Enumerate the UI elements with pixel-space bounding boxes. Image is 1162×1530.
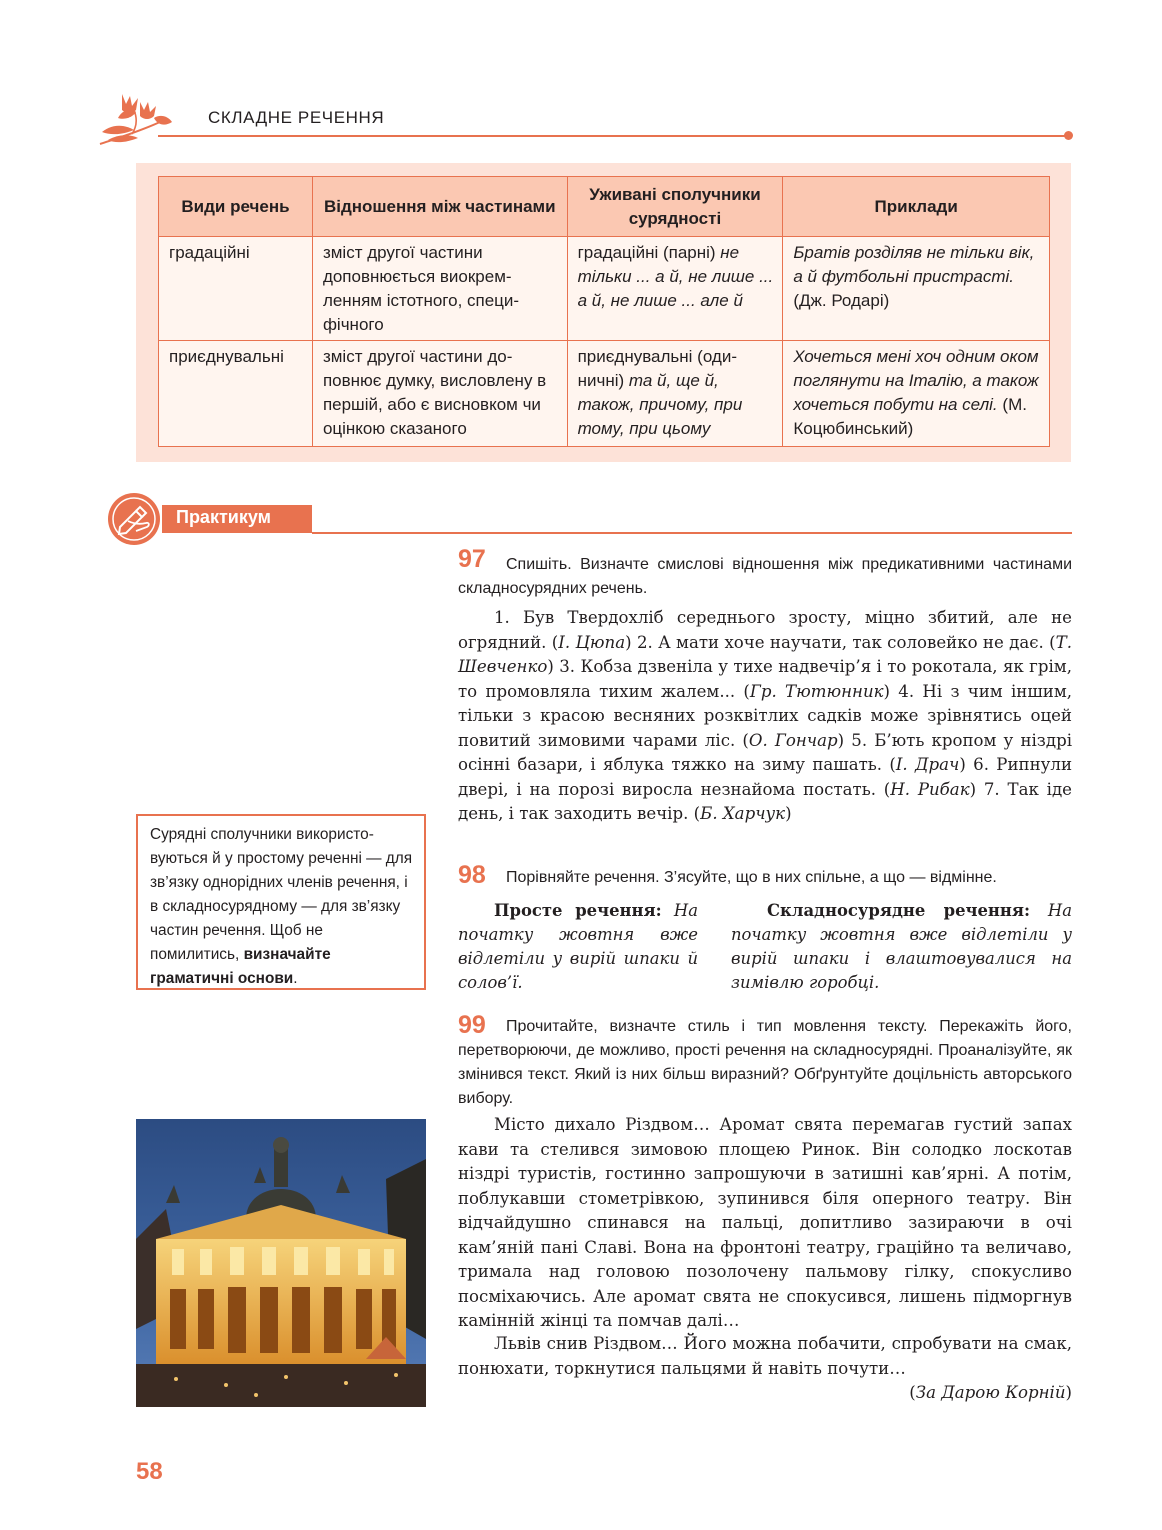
author: Гр. Тютюнник [749, 681, 884, 701]
text-paragraph: Місто дихало Різдвом… Аромат свята перемагав густий запах кави та стелився зимовою площею Ринок. Він солодко лоскотав ніздрі туристів, гостинно запрошуючи в затишні кав’ярні. А потім, поблукавши стометрівкою, зупинився біля оперного театру. Він відчайдушно спинався на пальці, допитливо зазираючи в очі кам’яній пані Славі. Вона на фронтоні театру, граційно та величаво, тримала над головою позолочену пальмову гілку, спокусливо посміхаючись. Але аромат свята не спокусився, лишень підморгнув камінній жінці та помчав далі… [458, 1115, 1072, 1330]
sentence-type-cell: градаційні [159, 237, 313, 341]
sentence-type-cell: приєднувальні [159, 341, 313, 447]
source-bracket: ) [1065, 1383, 1072, 1402]
conjunction-cell [567, 341, 783, 447]
simple-sentence-text: На початку жовтня вже відлетіли у вирій шпаки й солов’ї. [458, 901, 698, 992]
exercise-task [458, 553, 1072, 601]
sentence: ) 7. Так іде день, і так заходить вечір. ( [458, 779, 1072, 823]
table-row [159, 341, 1050, 447]
table-row [159, 237, 1050, 341]
compound-sentence-text: На початку жовтня вже відлетіли у вирій шпаки і влаштовувалися на зимівлю горобці. [731, 901, 1072, 992]
pencil-hand-icon [106, 491, 162, 547]
section-rule [312, 532, 1072, 534]
side-note [136, 814, 426, 990]
section-label: Практикум [176, 507, 271, 527]
text-source [458, 1383, 1072, 1402]
author: О. Гончар [748, 730, 838, 750]
exercise-body [458, 606, 1072, 827]
side-note-text: Сурядні сполучники використовуються й у простому реченні — для зв’язку однорідних членів речення, і в складносурядному — для зв’язку частин речення. Щоб не помилитись, [150, 826, 413, 963]
example-text: Братів розділяв не тільки вік, а й футбольні пристрасті. [793, 243, 1035, 286]
header-rule-dot [1064, 131, 1073, 140]
exercise-task-text: Порівняйте речення. З’ясуйте, що в них спільне, а що — відмінне. [506, 869, 997, 886]
source-author: За Дарою Корній [915, 1383, 1066, 1402]
table-header-cell: Види речень [159, 177, 313, 237]
conjunction-type: градаційні (парні) [577, 243, 716, 262]
text-paragraph: Львів снив Різдвом… Його можна побачити, спробувати на смак, понюхати, торкнутися пальцями й навіть почути… [458, 1334, 1072, 1378]
author: І. Цюпа [558, 632, 626, 652]
sentence: 1. Був Твердохліб середнього зросту, міцно збитий, але не огрядний. ( [458, 608, 1072, 652]
table-header-cell: Відношення між частинами [312, 177, 567, 237]
exercise-task [458, 1015, 1072, 1111]
example-cell [783, 237, 1050, 341]
simple-sentence-label: Просте речення: [494, 901, 662, 920]
author: Т. Шевченко [458, 632, 1072, 676]
conjunction-list: та й, ще й, також, причому, при тому, при цьому [577, 371, 743, 438]
relation-cell: зміст другої частини доповнює думку, висловлену в першій, або є висновком чи оцінкою сказаного [312, 341, 567, 447]
running-header: СКЛАДНЕ РЕЧЕННЯ [208, 108, 385, 127]
sentence-types-table [158, 176, 1050, 447]
exercise-task [458, 866, 1072, 890]
lviv-opera-theatre-photo [136, 1119, 426, 1407]
example-author: (Дж. Родарі) [793, 291, 890, 310]
flower-ornament-icon [98, 88, 174, 146]
sentence: ) 2. А мати хоче научати, так соловейко не дає. ( [625, 632, 1056, 652]
exercise-task-text: Прочитайте, визначте стиль і тип мовлення тексту. Перекажіть його, перетворюючи, де можливо, прості речення на складносурядні. Проаналізуйте, як змінився текст. Який із них більш виразний? Обґрунтуйте доцільність авторського вибору. [458, 1018, 1072, 1107]
author: І. Драч [895, 755, 960, 774]
author: Б. Харчук [700, 804, 786, 823]
exercise-number: 99 [458, 1011, 486, 1039]
header-rule [158, 135, 1068, 137]
conjunction-cell [567, 237, 783, 341]
example-cell [783, 341, 1050, 447]
source-bracket: ( [909, 1383, 916, 1402]
example-text: Хочеться мені хоч одним оком поглянути на Італію, а також хочеться побути на селі. [793, 347, 1039, 414]
compound-sentence-example [731, 899, 1072, 995]
conjunction-type: приєднувальні (одиничні) [577, 347, 738, 390]
simple-sentence-example [458, 899, 698, 995]
sentence: ) 6. Рипнули двері, і на порозі виросла незнайома постать. ( [458, 755, 1072, 799]
sentence: ) 3. Кобза дзвеніла у тихе надвечір’я і то рокотала, як грім, то промовляла тихим жалем... ( [458, 657, 1072, 701]
example-author: (М. Коцюбинський) [793, 395, 1027, 438]
table-header-row [159, 177, 1050, 237]
page-number: 58 [136, 1458, 163, 1485]
author: Н. Рибак [890, 779, 970, 799]
exercise-number: 98 [458, 861, 486, 889]
relation-cell: зміст другої частини доповнюється виокремленням істотного, специфічного [312, 237, 567, 341]
table-header-cell: Приклади [783, 177, 1050, 237]
exercise-task-text: Спишіть. Визначте смислові відношення між предикативними частинами складносурядних речень. [458, 556, 1072, 597]
table-header-cell: Уживані сполучники сурядності [567, 177, 783, 237]
sentence: ) [785, 804, 792, 823]
side-note-emphasis: визначайте граматичні основи [150, 946, 331, 987]
compound-sentence-label: Складносурядне речення: [767, 901, 1031, 920]
sentence: ) 4. Ні з чим іншим, тільки з красою весняних розквітлих садків може зрівнятись оцей повитий зимовими чарами ліс. ( [458, 681, 1073, 750]
side-note-tail: . [293, 970, 298, 987]
conjunction-list: не тільки ... а й, не лише ... а й, не лише ... але й [577, 243, 774, 310]
sentence: ) 5. Б’ють кропом у ніздрі осінні базари, і яблука тяжко на зиму пашать. ( [458, 730, 1073, 774]
exercise-number: 97 [458, 545, 486, 573]
